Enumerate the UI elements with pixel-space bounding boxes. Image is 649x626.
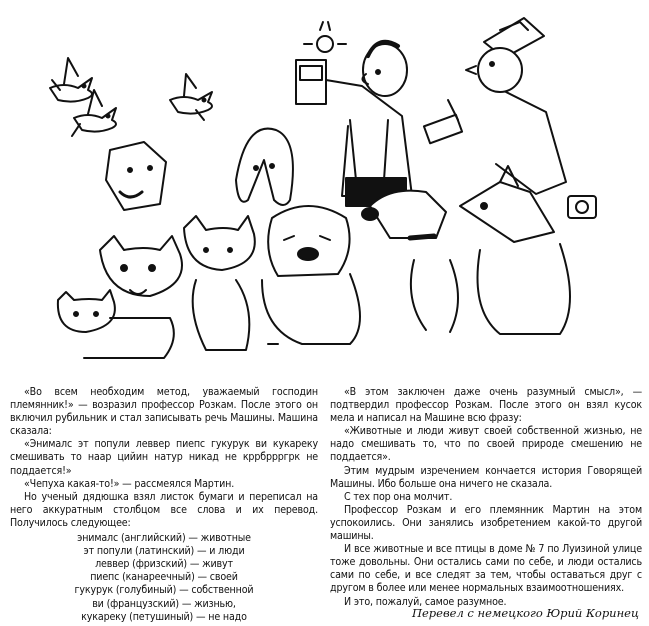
glossary-entry: энималс (английский) — животные	[77, 532, 251, 545]
right-text-column	[330, 386, 642, 609]
translation-glossary	[10, 532, 318, 624]
cat-figure	[100, 236, 182, 296]
paragraph: С тех пор она молчит.	[344, 490, 453, 503]
left-text-column	[10, 386, 318, 624]
glossary-entry: гукурук (голубиный) — собственной	[74, 584, 254, 597]
cat-figure	[184, 216, 255, 350]
bird-icon	[50, 58, 92, 102]
translator-credit: Перевел с немецкого Юрий Коринец	[411, 606, 639, 620]
dog-figure	[460, 166, 570, 334]
glossary-entry: леввер (фризский) — живут	[95, 558, 233, 571]
bird-icon	[170, 74, 212, 120]
paragraph: Профессор Розкам и его племянник Мартин на этом успокоились. Они занялись изобретением какой-то другой машины.	[330, 503, 642, 543]
paragraph: Но ученый дядюшка взял листок бумаги и переписал на него аккуратным столбцом все слова и их перевод. Получилось следующее:	[10, 490, 318, 529]
photographer-figure	[296, 22, 412, 206]
paragraph: «Чепуха какая-то!» — рассмеялся Мартин.	[24, 477, 235, 490]
paragraph: И это, пожалуй, самое разумное.	[344, 595, 507, 608]
dog-figure	[106, 142, 166, 210]
paragraph: Этим мудрым изречением кончается история Говорящей Машины. Ибо больше она ничего не сказала.	[330, 464, 642, 490]
paragraph: «В этом заключен даже очень разумный смысл», — подтвердил профессор Розкам. После этого он взял кусок мела и написал на Машине всю фразу:	[330, 386, 642, 425]
paragraph: «Животные и люди живут своей собственной жизнью, не надо смешивать то, что по своей природе смешению не поддается».	[330, 425, 642, 464]
dog-figure	[236, 129, 293, 205]
dog-figure	[262, 206, 360, 344]
cat-figure	[58, 290, 174, 358]
paragraph: «Во всем необходим метод, уважаемый господин племянник!» — возразил профессор Розкам. После этого он включил рубильник и стал записывать речь Машины. Машина сказала:	[10, 386, 318, 438]
glossary-entry: эт попули (латинский) — и люди	[83, 545, 245, 558]
dog-figure	[362, 191, 458, 332]
paragraph: «Энималс эт попули леввер пиепс гукурук ви кукареку смешивать то наар цийин натур никад не кррбррргрк не поддается!»	[10, 438, 318, 477]
paragraph: И все животные и все птицы в доме № 7 по Луизиной улице тоже довольны. Они остались сами по себе, и люди остались сами по себе, и все следят за тем, чтобы оставаться друг с другом в более или менее нормальных взаимоотношениях.	[330, 543, 642, 595]
glossary-entry: кукареку (петушиный) — не надо	[81, 610, 247, 623]
glossary-entry: ви (французский) — жизнью,	[92, 597, 236, 610]
glossary-entry: пиепс (канареечный) — своей	[90, 571, 238, 584]
